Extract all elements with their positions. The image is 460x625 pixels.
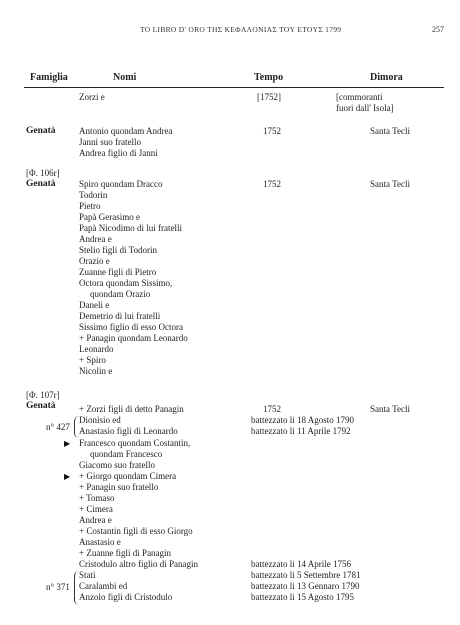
nome: + Tomaso [79,493,115,503]
folio-ref: [Φ. 106r] [26,168,60,178]
nome: Nicolin e [79,366,113,376]
famiglia: Genatà [26,401,56,411]
nome: + Spiro [79,355,106,365]
nome: + Panagin suo fratello [79,482,159,492]
nome: Papà Nicodimo di lui fratelli [79,223,182,233]
nome: Octora quondam Sissimo, [79,278,173,288]
tempo: battezzato li 15 Agosto 1795 [251,592,354,602]
tempo: 1752 [263,404,281,414]
nome: Leonardo [79,344,114,354]
nome: Andrea e [79,515,112,525]
running-head: TO LIBRO D' ORO THΣ KEΦAΛONIAΣ TOY ETOYΣ 1799 [140,25,342,34]
tempo: battezzato li 11 Aprile 1792 [251,426,351,436]
header-rule [24,87,444,88]
nome: + Costantin figli di esso Giorgo [79,526,193,536]
marker-triangle-icon: ▶ [64,439,71,448]
register-number: n° 427 [46,422,70,432]
column-headers [0,72,460,86]
nome: Andrea e [79,234,112,244]
nome: Caralambi ed [79,581,128,591]
nome: + Giorgo quondam Cimera [79,471,177,481]
nome: + Zorzi figli di detto Panagin [79,404,184,414]
nome: Daneli e [79,300,110,310]
nome: Pietro [79,201,101,211]
nome: Papà Gerasimo e [79,212,140,222]
header-dimora: Dimora [370,72,403,83]
tempo: [1752] [257,92,281,102]
nome: Anastasio figli di Leonardo [79,426,178,436]
dimora: fuori dall' Isola] [336,103,394,113]
nome: Anastasio e [79,537,121,547]
tempo: 1752 [263,179,281,189]
nome: Stelio figli di Todorin [79,245,157,255]
tempo: battezzato li 18 Agosto 1790 [251,415,354,425]
nome: Spiro quondam Dracco [79,179,163,189]
nome: Zorzi e [79,92,105,102]
nome: Antonio quondam Andrea [79,126,173,136]
tempo: 1752 [263,126,281,136]
dimora: Santa Tecli [370,404,410,414]
nome: Giacomo suo fratello [79,460,155,470]
marker-triangle-icon: ▶ [64,472,71,481]
register-number: n° 371 [46,582,70,592]
nome: + Zuanne figli di Panagin [79,548,172,558]
nome: Sissimo figlio di esso Octora [79,322,183,332]
tempo: battezzato li 14 Aprile 1756 [251,559,351,569]
header-nomi: Nomi [113,72,137,83]
famiglia: Genatà [26,126,56,136]
nome: Demetrio di lui fratelli [79,311,161,321]
dimora: Santa Tecli [370,179,410,189]
nome: + Panagin quondam Leonardo [79,333,188,343]
nome: quondam Orazio [90,289,151,299]
famiglia: Genatà [26,179,56,189]
nome: Anzolo figli di Cristodulo [79,592,173,602]
nome: Dionisio ed [79,415,121,425]
nome: Janni suo fratello [79,137,141,147]
dimora: Santa Tecli [370,126,410,136]
dimora: [commoranti [336,92,383,102]
folio-ref: [Φ. 107r] [26,390,60,400]
nome: Cristodulo altro figlio di Panagin [79,559,198,569]
nome: quondam Francesco [90,449,163,459]
nome: Zuanne figli di Pietro [79,267,157,277]
nome: Orazio e [79,256,110,266]
nome: + Cimera [79,504,113,514]
tempo: battezzato li 13 Gennaro 1790 [251,581,360,591]
nome: Francesco quondam Costantin, [79,438,191,448]
nome: Stati [79,570,96,580]
page-number: 257 [432,25,444,34]
header-famiglia: Famiglia [30,72,68,83]
nome: Andrea figlio di Janni [79,148,158,158]
header-tempo: Tempo [254,72,284,83]
tempo: battezzato li 5 Settembre 1781 [251,570,361,580]
nome: Todorin [79,190,108,200]
